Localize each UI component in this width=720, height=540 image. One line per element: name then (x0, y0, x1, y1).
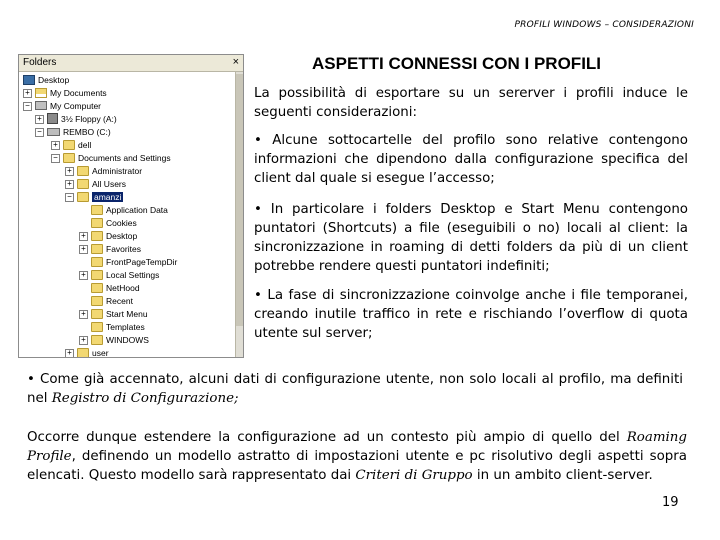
folders-panel-title: Folders (23, 57, 57, 68)
tree-node-label: FrontPageTempDir (106, 257, 178, 267)
folder-icon (77, 179, 89, 189)
tree-node-dell[interactable] (63, 139, 91, 151)
collapse-toggle[interactable]: − (51, 154, 60, 163)
folder-icon (91, 296, 103, 306)
close-icon[interactable]: × (232, 56, 239, 68)
folder-icon (91, 205, 103, 215)
computer-icon (35, 101, 47, 110)
tree-node-recent[interactable] (91, 295, 133, 307)
expand-toggle[interactable]: + (23, 89, 32, 98)
tree-node-label: All Users (92, 179, 127, 189)
folder-icon (63, 140, 75, 150)
folder-open-icon (77, 192, 89, 202)
scrollbar-thumb[interactable] (236, 74, 243, 326)
tree-node-label: Start Menu (106, 309, 148, 319)
drive-icon (47, 128, 60, 136)
expand-toggle[interactable]: + (65, 167, 74, 176)
conclusion-paragraph (27, 428, 687, 485)
conclusion-emphasis-gpo: Criteri di Gruppo (355, 468, 473, 483)
tree-node-floppy[interactable] (47, 113, 117, 125)
tree-node-label: dell (78, 140, 92, 150)
conclusion-text-c: in un ambito client-server. (472, 468, 653, 483)
expand-toggle[interactable]: + (51, 141, 60, 150)
tree-node-amanzi[interactable] (77, 191, 123, 203)
my-documents-icon (35, 88, 47, 98)
tree-node-label: NetHood (106, 283, 140, 293)
expand-toggle[interactable]: + (79, 271, 88, 280)
folder-icon (63, 153, 75, 163)
folder-icon (91, 231, 103, 241)
tree-node-my-computer[interactable] (35, 100, 101, 112)
expand-toggle[interactable]: + (65, 180, 74, 189)
tree-node-documents-and-settings[interactable] (63, 152, 171, 164)
conclusion-text-b: , definendo un modello astratto di impostazioni utente e pc risolutivo degli aspetti sopra elencati. Questo modello sarà rappresentato dai (27, 449, 687, 483)
folders-panel-header (19, 55, 243, 72)
folder-icon (91, 270, 103, 280)
tree-node-application-data[interactable] (91, 204, 168, 216)
tree-node-label: Application Data (106, 205, 168, 215)
tree-node-frontpagetempdir[interactable] (91, 256, 177, 268)
tree-node-label: Templates (106, 322, 145, 332)
tree-node-nethood[interactable] (91, 282, 140, 294)
expand-toggle[interactable]: + (35, 115, 44, 124)
folder-icon (91, 322, 103, 332)
conclusion-text-a: Occorre dunque estendere la configurazione ad un contesto più ampio di quello del (27, 430, 627, 445)
tree-node-start-menu[interactable] (91, 308, 148, 320)
folder-icon (91, 218, 103, 228)
tree-node-label: Favorites (106, 244, 141, 254)
tree-node-local-settings[interactable] (91, 269, 159, 281)
tree-node-templates[interactable] (91, 321, 145, 333)
collapse-toggle[interactable]: − (23, 102, 32, 111)
folder-icon (91, 257, 103, 267)
expand-toggle[interactable]: + (65, 349, 74, 358)
intro-paragraph: La possibilità di esportare su un sererver i profili induce le seguenti considerazioni: (254, 86, 688, 120)
expand-toggle[interactable]: + (79, 310, 88, 319)
page-number: 19 (662, 495, 679, 510)
collapse-toggle[interactable]: − (35, 128, 44, 137)
tree-node-label: Desktop (38, 75, 70, 85)
folder-tree (19, 72, 235, 358)
tree-node-rembo-c[interactable] (47, 126, 111, 138)
tree-node-label: My Computer (50, 101, 102, 111)
folder-icon (77, 348, 89, 358)
tree-node-label: Administrator (92, 166, 143, 176)
tree-node-favorites[interactable] (91, 243, 141, 255)
folder-icon (91, 244, 103, 254)
tree-node-label: WINDOWS (106, 335, 149, 345)
vertical-scrollbar[interactable] (235, 72, 243, 358)
folder-icon (77, 166, 89, 176)
tree-node-administrator[interactable] (77, 165, 142, 177)
conclusion-emphasis-roaming: Roaming Profile (27, 430, 687, 464)
bullet-registry-text: • Come già accennato, alcuni dati di configurazione utente, non solo locali al profilo, ma definiti nel (27, 372, 683, 406)
desktop-icon (23, 75, 35, 85)
tree-node-cookies[interactable] (91, 217, 137, 229)
expand-toggle[interactable]: + (79, 232, 88, 241)
tree-node-label: Desktop (106, 231, 138, 241)
slide-title: ASPETTI CONNESSI CON I PROFILI (312, 54, 602, 73)
expand-toggle[interactable]: + (79, 245, 88, 254)
tree-node-my-documents[interactable] (35, 87, 107, 99)
tree-node-all-users[interactable] (77, 178, 126, 190)
bullet-shortcuts: • In particolare i folders Desktop e Start Menu contengono puntatori (Shortcuts) a file (eseguibili o no) locali al client: la sincronizzazione in roaming di detti folders da più di un client potrebbe rendere questi puntatori indefiniti; (254, 202, 688, 274)
bullet-temp-files: • La fase di sincronizzazione coinvolge anche i file temporanei, creando inutile traffico in rete e rischiando l’overflow di quota utente sul server; (254, 288, 688, 341)
tree-node-label: Cookies (106, 218, 137, 228)
bullet-client-config: • Alcune sottocartelle del profilo sono relative contengono informazioni che dipendono dalla configurazione specifica del client dal quale si esegue l’accesso; (254, 133, 688, 186)
slide-header: PROFILI WINDOWS – CONSIDERAZIONI (514, 20, 694, 30)
folders-panel (18, 54, 244, 358)
floppy-icon (47, 113, 58, 124)
tree-node-label: REMBO (C:) (63, 127, 111, 137)
tree-node-label: My Documents (50, 88, 107, 98)
tree-node-label: user (92, 348, 109, 358)
bullet-registry-emphasis: Registro di Configurazione; (51, 391, 239, 406)
tree-node-desktop[interactable] (23, 74, 69, 86)
collapse-toggle[interactable]: − (65, 193, 74, 202)
tree-node-label: Local Settings (106, 270, 160, 280)
expand-toggle[interactable]: + (79, 336, 88, 345)
folder-icon (91, 335, 103, 345)
tree-node-label: Documents and Settings (78, 153, 171, 163)
folder-icon (91, 309, 103, 319)
tree-node-desktop-sub[interactable] (91, 230, 137, 242)
tree-node-label: Recent (106, 296, 133, 306)
tree-node-user[interactable] (77, 347, 109, 358)
tree-node-windows[interactable] (91, 334, 149, 346)
bullet-registry (27, 370, 683, 408)
tree-node-label: 3½ Floppy (A:) (61, 114, 117, 124)
tree-node-label-selected: amanzi (94, 192, 122, 202)
folder-icon (91, 283, 103, 293)
